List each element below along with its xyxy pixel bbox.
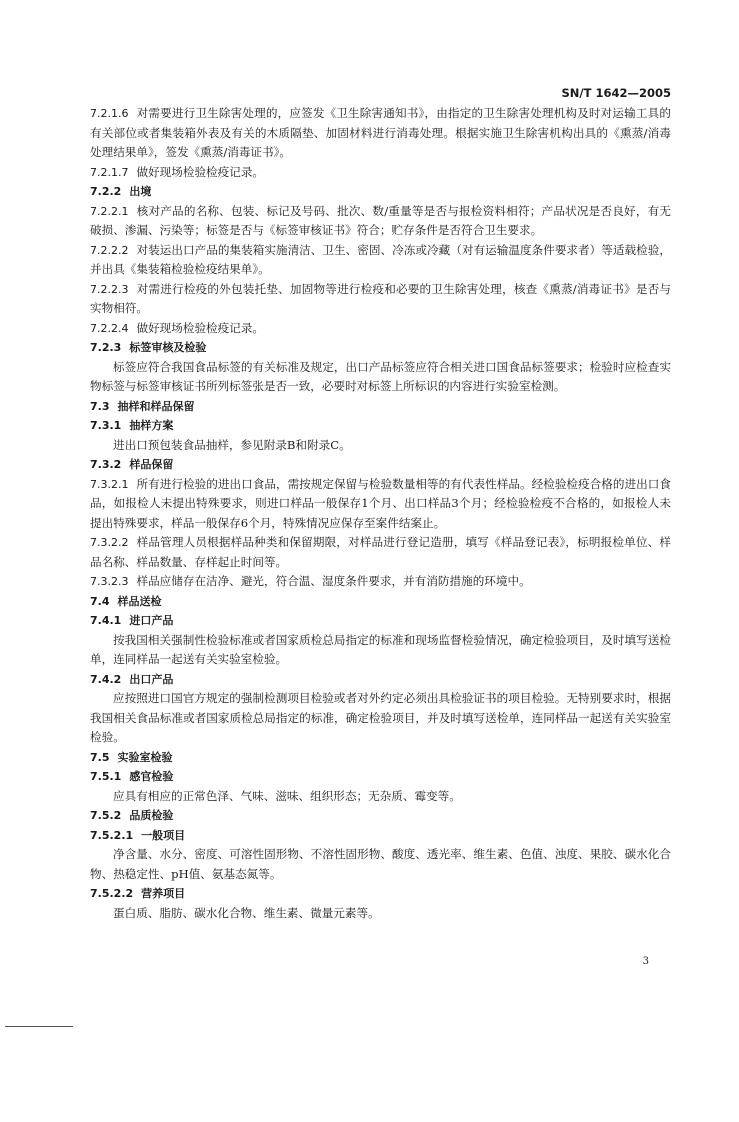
heading-7-5-2-2: 7.5.2.2 营养项目 [90,887,186,900]
heading-7-3: 7.3 抽样和样品保留 [90,399,195,413]
paragraph-sensory-test: 应具有相应的正常色泽、气味、滋味、组织形态；无杂质、霉变等。 [113,788,461,803]
heading-7-2-3: 7.2.3 标签审核及检验 [90,341,207,354]
clause-7-2-2-3: 7.2.2.3 对需进行检疫的外包装托垫、加固物等进行检疫和必要的卫生除害处理，核查《熏蒸/消毒证书》是否与实物相符。 [90,281,671,315]
clause-7-3-2-2: 7.3.2.2 样品管理人员根据样品种类和保留期限，对样品进行登记造册，填写《样品登记表》，标明报检单位、样品名称、样品数量、存样起止时间等。 [90,535,671,569]
clause-7-2-2-1: 7.2.2.1 核对产品的名称、包装、标记及号码、批次、数/重量等是否与报检资料相符；产品状况是否良好，有无破损、渗漏、污染等；标签是否与《标签审核证书》符合；贮存条件是否符合卫生要求。 [90,203,671,237]
clause-7-2-2-2: 7.2.2.2 对装运出口产品的集装箱实施清洁、卫生、密固、冷冻或冷藏（对有运输温度条件要求者）等适载检验，并出具《集装箱检验检疫结果单》。 [90,242,671,276]
clause-7-3-2-3: 7.3.2.3 样品应储存在洁净、避光，符合温、湿度条件要求，并有消防措施的环境中。 [90,574,531,588]
clause-7-2-1-7: 7.2.1.7 做好现场检验检疫记录。 [90,164,265,179]
clause-7-2-1-6: 7.2.1.6 对需要进行卫生除害处理的，应签发《卫生除害通知书》，由指定的卫生除害处理机构及时对运输工具的有关部位或者集装箱外表及有关的木质隔垫、加固材料进行消毒处理。根据实施卫生除害机构出具的《熏蒸/消毒处理结果单》，签发《熏蒸/消毒证书》。 [90,106,671,159]
heading-7-3-2: 7.3.2 样品保留 [90,458,174,471]
clause-7-2-2-4: 7.2.2.4 做好现场检验检疫记录。 [90,320,265,335]
heading-7-4: 7.4 样品送检 [90,594,162,608]
paragraph-import-products: 按我国相关强制性检验标准或者国家质检总局指定的标准和现场监督检验情况，确定检验项目，及时填写送检单，连同样品一起送有关实验室检验。 [90,632,671,666]
paragraph-export-products: 应按照进口国官方规定的强制检测项目检验或者对外约定必须出具检验证书的项目检验。无特别要求时，根据我国相关食品标准或者国家质检总局指定的标准，确定检验项目，并及时填写送检单，连同样品一起送有关实验室检验。 [90,691,671,744]
document-body [90,104,671,923]
heading-7-2-2: 7.2.2 出境 [90,185,152,198]
standard-code: SN/T 1642—2005 [561,86,671,100]
clause-7-3-2-1: 7.3.2.1 所有进行检验的进出口食品，需按规定保留与检验数量相等的有代表性样品。经检验检疫合格的进出口食品，如报检人未提出特殊要求，则进口样品一般保存1个月、出口样品3个月；经检验检疫不合格的，如报检人未提出特殊要求，样品一般保存6个月，特殊情况应保存至案件结案止。 [90,476,671,530]
paragraph-general-items: 净含量、水分、密度、可溶性固形物、不溶性固形物、酸度、透光率、维生素、色值、浊度、果胶、碳水化合物、热稳定性、pH值、氨基态氮等。 [90,847,671,881]
heading-7-5-2-1: 7.5.2.1 一般项目 [90,828,186,842]
heading-7-5-2: 7.5.2 品质检验 [90,809,174,822]
heading-7-4-2: 7.4.2 出口产品 [90,672,174,686]
paragraph-sampling-plan: 进出口预包装食品抽样，参见附录B和附录C。 [113,437,351,452]
page-number: 3 [642,956,649,967]
footer-divider [5,1026,73,1027]
paragraph-label-review: 标签应符合我国食品标签的有关标准及规定，出口产品标签应符合相关进口国食品标签要求；检验时应检查实物标签与标签审核证书所列标签张是否一致，必要时对标签上所标识的内容进行实验室检测。 [90,359,671,393]
heading-7-3-1: 7.3.1 抽样方案 [90,419,174,432]
heading-7-4-1: 7.4.1 进口产品 [90,614,174,627]
heading-7-5: 7.5 实验室检验 [90,750,173,764]
heading-7-5-1: 7.5.1 感官检验 [90,770,174,783]
paragraph-nutrition-items: 蛋白质、脂肪、碳水化合物、维生素、微量元素等。 [113,905,380,920]
